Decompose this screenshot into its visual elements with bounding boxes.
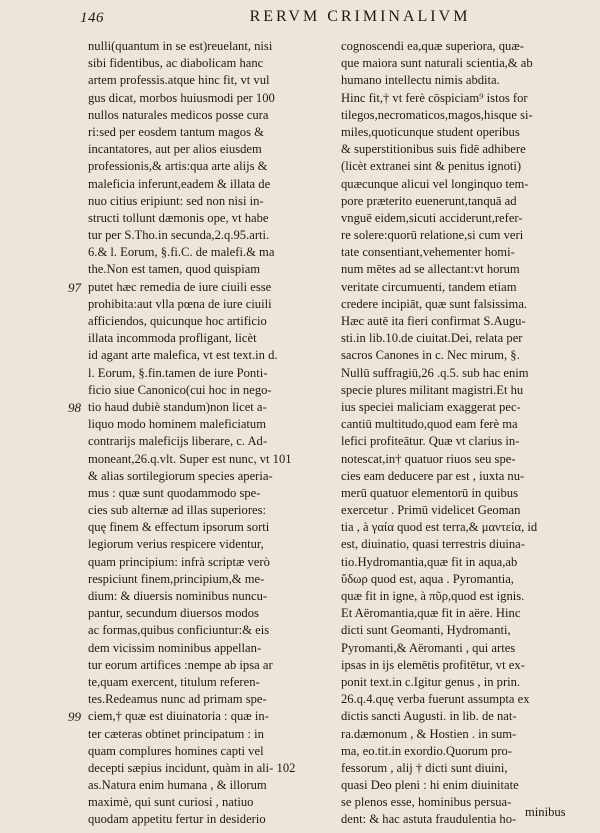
right-column-line: [341, 347, 537, 364]
right-column-line-text: tia , à γαία quod est terra,& μαντεία, id: [341, 520, 538, 535]
right-column-line-text: Pyromanti,& Aëromanti , qui artes: [341, 640, 516, 655]
left-column-line-text: as.Natura enim humana , & illorum: [88, 778, 267, 793]
right-column-line-text: cies eam deducere par est , iuxta nu-: [341, 468, 525, 483]
right-column-line-text: lefici profiteātur. Quæ vt clarius in-: [341, 434, 520, 449]
right-column-line-text: quasi Deo pleni : hi enim diuinitate: [341, 778, 519, 793]
right-column-line: [341, 330, 537, 347]
left-column-line-text: id agant arte malefica, vt est text.in d.: [88, 348, 278, 363]
right-column-line: [341, 502, 537, 519]
right-column-line: [341, 536, 537, 553]
right-column-line-text: dent: & hac astuta fraudulentia ho-: [341, 812, 517, 827]
right-column-line: [341, 691, 537, 708]
right-column-line: [341, 227, 537, 244]
left-column-line-text: ac formas,quibus conficiuntur:& eis: [88, 623, 270, 638]
right-column-line-text: humano intellectu nimis abdita.: [341, 73, 500, 88]
right-column-line-text: credere incipiāt, quæ sunt falsissima.: [341, 296, 528, 311]
left-column-line: [88, 90, 295, 107]
left-column-line-text: cies sub alternæ ad illas superiores:: [88, 503, 267, 518]
right-column-line: [341, 416, 537, 433]
right-column-line-text: veritate circumuenti, tandem etiam: [341, 279, 517, 294]
left-column-line-text: decepti sæpius incidunt, quàm in ali- 102: [88, 760, 296, 775]
right-column-line: [341, 760, 537, 777]
right-column-line-text: quæcunque alicui vel longinquo tem-: [341, 176, 529, 191]
right-column-line-text: Hæc autē ita fieri confirmat S.Augu-: [341, 314, 526, 328]
left-column-line-text: gus dicat, morbos huiusmodi per 100: [88, 90, 275, 105]
left-column-line: [88, 485, 295, 502]
right-column-line: [341, 468, 537, 485]
left-column-line-text: quę finem & effectum ipsorum sorti: [88, 520, 270, 535]
right-column-line-text: est, diuinatio, quasi terrestris diuina-: [341, 537, 525, 552]
right-column-line: [341, 279, 537, 296]
left-column-line: [88, 261, 295, 278]
left-column-line: [88, 554, 295, 571]
left-column-line-text: putet hæc remedia de iure ciuili esse: [88, 279, 272, 294]
left-column: [68, 38, 296, 829]
left-column-line-text: mus : quæ sunt quodammodo spe-: [88, 485, 261, 500]
right-column-line: [341, 141, 537, 158]
right-column-line: [341, 588, 537, 605]
left-column-line: [88, 811, 295, 828]
right-column-line: [341, 210, 537, 227]
right-column-line-text: ra.dæmonum , & Hostien . in sum-: [341, 726, 517, 741]
left-column-line-text: ter cæteras obtinet principatum : in: [88, 726, 264, 741]
right-column-line-text: sti.in lib.10.de ciuitat.Dei, relata per: [341, 331, 523, 346]
left-column-line: [88, 622, 295, 639]
left-column-line: [68, 708, 295, 725]
left-column-line-text: ciem,† quæ est diuinatoria : quæ in-: [88, 709, 269, 724]
right-column-line: [341, 726, 537, 743]
left-column-line: [88, 107, 295, 124]
left-column-line: [88, 433, 295, 450]
left-column-line-text: quam principium: infrà scriptæ verò: [88, 554, 270, 569]
left-column-line-text: structi tollunt dæmonis ope, vt habe: [88, 210, 269, 225]
left-column-line: [88, 330, 295, 347]
right-column-line: [341, 485, 537, 502]
page-number: 146: [80, 10, 104, 26]
left-column-line-text: te,quam exercent, titulum referen-: [88, 674, 260, 689]
right-column-line: [341, 365, 537, 382]
left-column-line-text: & alias sortilegiorum species aperia-: [88, 468, 273, 483]
left-column-line: [88, 640, 295, 657]
right-column-line: [341, 313, 537, 330]
right-column-line: [341, 451, 537, 468]
right-column-line-text: quæ fit in igne, à πῦρ,quod est ignis.: [341, 589, 525, 603]
left-column-line-text: nullos naturales medicos posse cura: [88, 107, 269, 122]
right-column-line-text: exercetur . Primū videlicet Geoman: [341, 503, 521, 518]
right-column-line-text: Et Aëromantia,quæ fit in aëre. Hinc: [341, 606, 521, 621]
right-column-line-text: Hinc fit,† vt ferè cōspiciam⁹ istos for: [341, 90, 528, 105]
left-column-line: [88, 176, 295, 193]
right-column-line: [341, 433, 537, 450]
right-column-line-text: dictis sancti Augusti. in lib. de nat-: [341, 709, 517, 724]
left-column-line-text: respiciunt finem,principium,& me-: [88, 571, 265, 586]
left-column-line: [88, 468, 295, 485]
left-column-line: [88, 158, 295, 175]
right-column-line: [341, 124, 537, 141]
left-column-line: [88, 674, 295, 691]
left-column-line: [88, 760, 295, 777]
running-title: RERVM CRIMINALIVM: [249, 8, 471, 25]
margin-paragraph-number: 97: [68, 279, 81, 295]
right-column-line-text: num mētes ad se allectant:vt horum: [341, 262, 520, 277]
left-column-line: [88, 193, 295, 210]
left-column-line-text: dem vicissim nominibus appellan-: [88, 640, 262, 655]
left-column-line-text: the.Non est tamen, quod quispiam: [88, 262, 261, 277]
right-column-line-text: Nullū suffragiū,26 .q.5. sub hac enim: [341, 365, 529, 380]
right-column-line-text: sacros Canones in c. Nec mirum, §.: [341, 348, 520, 363]
right-column-line-text: cantiū multitudo,quod eam ferè ma: [341, 417, 518, 432]
left-column-line: [88, 536, 295, 553]
right-column-line-text: tilegos,necromaticos,magos,hisque si-: [341, 107, 533, 122]
left-column-line-text: legiorum verius respicere videntur,: [88, 537, 264, 552]
right-column-line-text: vnguē eidem,sicuti acciderunt,refer-: [341, 210, 523, 225]
left-column-line: [88, 743, 295, 760]
margin-paragraph-number: 98: [68, 399, 81, 415]
left-column-line: [88, 657, 295, 674]
left-column-line: [88, 141, 295, 158]
left-column-line-text: nulli(quantum in se est)reuelant, nisi: [88, 39, 273, 53]
left-column-line: [88, 124, 295, 141]
left-column-line-text: professionis,& artis:qua arte alijs &: [88, 159, 268, 174]
right-column-line: [341, 605, 537, 622]
margin-paragraph-number: 99: [68, 709, 81, 725]
left-column-line: [88, 571, 295, 588]
left-column-line: [88, 55, 295, 72]
left-column-line-text: quodam appetitu fertur in desiderio: [88, 812, 266, 827]
right-column-line: [341, 708, 537, 725]
right-column-line-text: cognoscendi ea,quæ superiora, quæ-: [341, 39, 524, 53]
right-column-line: [341, 657, 537, 674]
right-column-line-text: tio.Hydromantia,quæ fit in aqua,ab: [341, 554, 518, 569]
right-column-line: [341, 55, 537, 72]
right-column-line: [341, 571, 537, 588]
left-column-line: [88, 416, 295, 433]
right-column-line-text: tate consentiant,vehementer homi-: [341, 245, 515, 260]
right-column-line: [341, 244, 537, 261]
left-column-line-text: ri:sed per eosdem tantum magos &: [88, 124, 264, 139]
left-column-line: [88, 72, 295, 89]
left-column-line-text: quam complures homines capti vel: [88, 743, 264, 758]
right-column-line: [341, 193, 537, 210]
right-column-line: [341, 176, 537, 193]
left-column-line-text: tur eorum artifices :nempe ab ipsa ar: [88, 657, 273, 672]
left-column-line: [88, 227, 295, 244]
left-column-line-text: afficiendos, quicunque hoc artificio: [88, 314, 267, 328]
left-column-line-text: 6.& l. Eorum, §.fi.C. de malefi.& ma: [88, 245, 275, 260]
left-column-line: [88, 691, 295, 708]
left-column-line-text: moneant,26.q.vlt. Super est nunc, vt 101: [88, 451, 292, 466]
page-header: [80, 8, 580, 34]
right-column-line: [341, 72, 537, 89]
right-column-line: [341, 261, 537, 278]
left-column-line-text: l. Eorum, §.fin.tamen de iure Ponti-: [88, 365, 268, 380]
right-column-line: [341, 107, 537, 124]
right-column-line: [341, 777, 537, 794]
left-column-line: [88, 794, 295, 811]
right-column-line-text: que maiora sunt naturali scientia,& ab: [341, 56, 533, 71]
right-column-line-text: fessorum , alij † dicti sunt diuini,: [341, 760, 508, 775]
left-column-line-text: contrarijs maleficijs liberare, c. Ad-: [88, 434, 268, 449]
left-column-line: [88, 38, 295, 55]
left-column-line-text: maximè, qui sunt curiosi , natiuo: [88, 795, 254, 810]
right-column-line: [341, 38, 537, 55]
right-column-line: [341, 640, 537, 657]
left-column-line: [88, 588, 295, 605]
right-column-line: [341, 519, 537, 536]
left-column-line: [68, 399, 295, 416]
left-column-line-text: liquo modo hominem maleficiatum: [88, 417, 267, 432]
right-column-line-text: pore præterito euenerunt,tanquā ad: [341, 193, 517, 208]
left-column-line: [88, 313, 295, 330]
left-column-line-text: nuo citius eripiunt: sed non nisi in-: [88, 193, 264, 208]
left-column-line-text: tio haud dubiè standum)non licet a-: [88, 399, 267, 414]
right-column-line-text: merū quatuor elementorū in quibus: [341, 485, 518, 500]
left-column-line: [88, 365, 295, 382]
right-column-line: [341, 158, 537, 175]
right-column-line-text: dicti sunt Geomanti, Hydromanti,: [341, 623, 511, 638]
right-column-line: [341, 554, 537, 571]
left-column-line: [88, 777, 295, 794]
right-column-line: [341, 743, 537, 760]
right-column-line: [341, 90, 537, 107]
right-column: [341, 38, 537, 829]
left-column-line: [88, 210, 295, 227]
left-column-line: [88, 244, 295, 261]
left-column-line: [88, 726, 295, 743]
left-column-line-text: pantur, secundum diuersos modos: [88, 606, 259, 621]
left-column-line-text: illata incommoda profligant, licèt: [88, 331, 257, 346]
left-column-line-text: ficio siue Canonico(cui hoc in nego-: [88, 382, 272, 397]
right-column-line: [341, 382, 537, 399]
right-column-line-text: se plenos esse, hominibus persua-: [341, 795, 512, 810]
right-column-line-text: ius speciei maliciam exaggerat pec-: [341, 399, 521, 414]
left-column-line-text: tes.Redeamus nunc ad primam spe-: [88, 692, 267, 707]
left-column-line-text: prohibita:aut vlla pœna de iure ciuili: [88, 296, 272, 311]
right-column-line: [341, 296, 537, 313]
catchword: minibus: [525, 805, 566, 819]
right-column-line: [341, 399, 537, 416]
right-column-line-text: notescat,in† quatuor riuos seu spe-: [341, 451, 516, 466]
left-column-line-text: dium: & diuersis nominibus nuncu-: [88, 589, 268, 603]
left-column-line-text: sibi fidentibus, ac diabolicam hanc: [88, 56, 264, 71]
right-column-line-text: specie plures militant magistri.Et hu: [341, 382, 524, 397]
right-column-line: [341, 811, 537, 828]
right-column-line-text: & superstitionibus suis fidē adhibere: [341, 142, 526, 157]
right-column-line-text: (licèt extranei sint & penitus ignoti): [341, 159, 522, 174]
left-column-line: [68, 279, 295, 296]
right-column-line-text: miles,quoticunque student operibus: [341, 124, 520, 139]
right-column-line-text: 26.q.4.quę verba fuerunt assumpta ex: [341, 692, 530, 707]
right-column-line-text: ὕδωρ quod est, aqua . Pyromantia,: [341, 571, 514, 586]
right-column-line-text: ma, eo.tit.in exordio.Quorum pro-: [341, 743, 513, 758]
right-column-line-text: ipsas in ijs elemētis profitētur, vt ex-: [341, 657, 525, 672]
right-column-line-text: ponit text.in c.Igitur genus , in prin.: [341, 674, 521, 689]
left-column-line: [88, 502, 295, 519]
left-column-line-text: incantatores, aut per alios eiusdem: [88, 142, 262, 157]
right-column-line-text: re solere:quorū relatione,si cum veri: [341, 228, 524, 243]
left-column-line: [88, 347, 295, 364]
left-column-line: [88, 296, 295, 313]
left-column-line-text: maleficia inferunt,eadem & illata de: [88, 176, 271, 191]
right-column-line: [341, 622, 537, 639]
left-column-line: [88, 451, 295, 468]
left-column-line-text: artem professis.atque hinc fit, vt vul: [88, 73, 270, 88]
right-column-line: [341, 794, 537, 811]
left-column-line: [88, 605, 295, 622]
right-column-line: [341, 674, 537, 691]
left-column-line: [88, 382, 295, 399]
left-column-line: [88, 519, 295, 536]
left-column-line-text: tur per S.Tho.in secunda,2.q.95.arti.: [88, 228, 270, 243]
